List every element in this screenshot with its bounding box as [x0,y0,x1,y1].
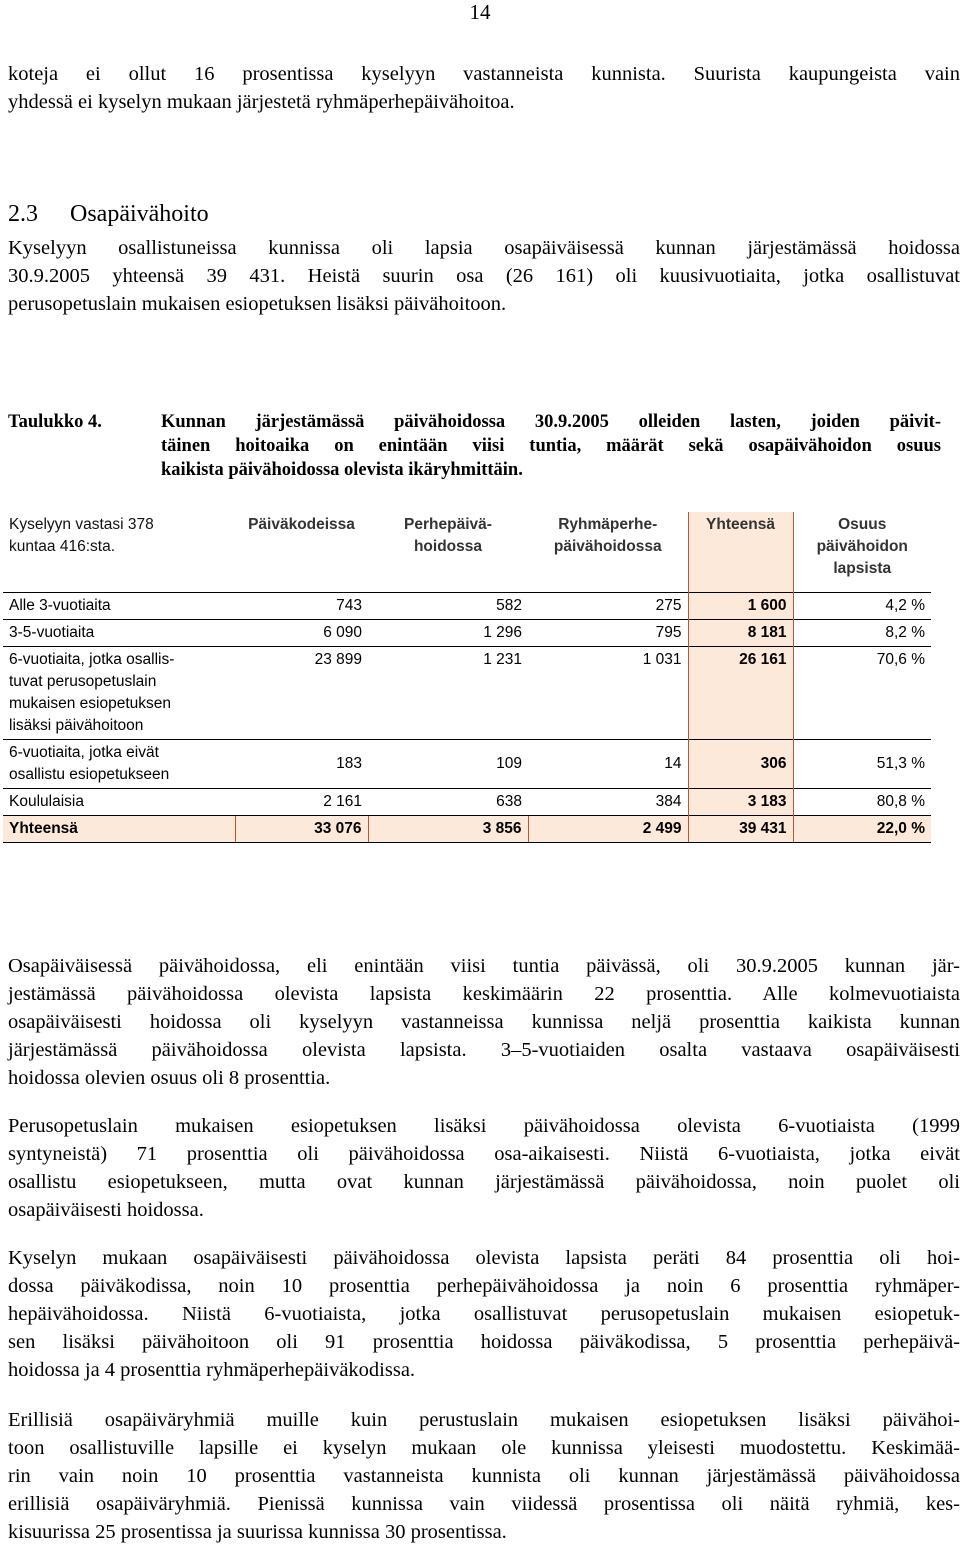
column-header-perhepaivahoidossa [368,512,528,582]
row-label [3,593,235,620]
table-cell: 6 090 [235,620,368,647]
row-label-line: 6-vuotiaita, jotka eivät [9,744,159,761]
text-line: hepäivähoidossa. Niistä 6-vuotiaista, jotka osallistuvat perusopetuslain mukaisen esiopetuk- [8,1303,960,1325]
table-row [3,647,931,740]
body-paragraph-3 [8,1244,960,1384]
row-label-line: lisäksi päivähoitoon [9,717,144,734]
total-cell: 8 181 [688,620,793,647]
table-cell: 183 [235,740,368,789]
stub-header-line: kuntaa 416:sta. [9,538,115,555]
text-line: perusopetuslain mukaisen esiopetuksen lisäksi päivähoitoon. [8,293,507,315]
table-cell: 638 [368,789,528,816]
section-title: Osapäivähoito [70,201,209,227]
table-cell: 743 [235,593,368,620]
text-line: osapäiväisesti hoidossa. [8,1199,204,1221]
table-row [3,593,931,620]
row-label-line: osallistu esiopetukseen [9,766,170,783]
header-line: päivähoidon [816,538,908,555]
text-line: osapäiväisesti hoidossa oli kyselyyn vastanneissa kunnissa neljä prosenttia kaikista kunnan [8,1011,960,1033]
section-number: 2.3 [8,201,38,227]
table-cell: 275 [528,593,688,620]
text-line: toon osallistuville lapsille ei kyselyn mukaan ole kunnissa yleisesti muodostettu. Keskimää- [8,1437,960,1459]
body-paragraph-1 [8,952,960,1092]
text-line: hoidossa olevien osuus oli 8 prosenttia. [8,1067,331,1089]
text-line: erillisiä osapäiväryhmiä. Pienissä kunnissa vain viidessä prosentissa oli näitä ryhmiä, kes- [8,1493,960,1515]
table-header-row [3,512,931,582]
table-cell: 1 031 [528,647,688,740]
statistics-table [3,512,931,843]
total-cell: 26 161 [688,647,793,740]
header-line: lapsista [833,560,892,577]
table-label: Taulukko 4. [8,412,102,432]
header-line: Päiväkodeissa [248,516,355,533]
table-row [3,789,931,816]
table-cell: 2 161 [235,789,368,816]
row-label-line: mukaisen esiopetuksen [9,695,171,712]
body-paragraph-4 [8,1406,960,1546]
stub-header-line: Kyselyyn vastasi 378 [9,516,154,533]
section-heading [8,200,209,228]
text-line: rin vain noin 10 prosenttia vastanneista kunnista oli kunnan järjestämässä päivähoidossa [8,1465,960,1487]
text-line: jestämässä päivähoidossa olevista lapsista keskimäärin 22 prosenttia. Alle kolmevuotiaista [8,983,960,1005]
header-line: Yhteensä [706,516,775,533]
total-row-cell: 3 856 [368,816,528,843]
text-line: osallistu esiopetukseen, mutta ovat kunnan järjestämässä päivähoidossa, noin puolet oli [8,1171,960,1193]
total-column-spacer [688,582,793,593]
text-line: koteja ei ollut 16 prosentissa kyselyyn vastanneista kunnista. Suurista kaupungeista vain [8,63,960,85]
table-row [3,740,931,789]
text-line: Perusopetuslain mukaisen esiopetuksen lisäksi päivähoidossa olevista 6-vuotiaista (1999 [8,1115,960,1137]
table-cell: 1 231 [368,647,528,740]
row-label-line: 3-5-vuotiaita [9,624,95,641]
header-line: hoidossa [413,538,483,555]
total-row-label: Yhteensä [3,816,235,843]
table-cell: 1 296 [368,620,528,647]
header-line: Ryhmäperhe- [558,516,658,533]
header-line: Osuus [838,516,887,533]
table-spacer [3,582,931,593]
caption-line: Kunnan järjestämässä päivähoidossa 30.9.2005 olleiden lasten, joiden päivit- [161,412,941,432]
caption-line: täinen hoitoaika on enintään viisi tuntia, määrät sekä osapäivähoidon osuus [161,436,941,456]
total-row-cell: 2 499 [528,816,688,843]
row-label [3,740,235,789]
text-line: hoidossa ja 4 prosenttia ryhmäperhepäiväkodissa. [8,1359,416,1381]
table-cell: 109 [368,740,528,789]
row-label [3,647,235,740]
header-line: Perhepäivä- [404,516,492,533]
text-line: 30.9.2005 yhteensä 39 431. Heistä suurin osa (26 161) oli kuusivuotiaita, jotka osallistuvat [8,265,960,287]
page-number: 14 [469,0,491,24]
table-cell: 384 [528,789,688,816]
share-cell: 4,2 % [793,593,931,620]
table-cell: 795 [528,620,688,647]
share-cell: 80,8 % [793,789,931,816]
total-cell: 306 [688,740,793,789]
share-cell: 8,2 % [793,620,931,647]
total-row-cell: 22,0 % [793,816,931,843]
total-cell: 3 183 [688,789,793,816]
section-paragraph [8,234,960,318]
text-line: kisuurissa 25 prosentissa ja suurissa kunnissa 30 prosentissa. [8,1521,507,1543]
text-line: sen lisäksi päivähoitoon oli 91 prosenttia hoidossa päiväkodissa, 5 prosenttia perhepäivä- [8,1331,960,1353]
text-line: Erillisiä osapäiväryhmiä muille kuin perustuslain mukaisen esiopetuksen lisäksi päivähoi- [8,1409,960,1431]
row-label-line: Alle 3-vuotiaita [9,597,111,614]
text-line: yhdessä ei kyselyn mukaan järjestetä ryhmäperhepäivähoitoa. [8,91,515,113]
text-line: järjestämässä päivähoidossa olevista lapsista. 3–5-vuotiaiden osalta vastaava osapäiväisesti [8,1039,960,1061]
stub-header [3,512,235,582]
table-cell: 23 899 [235,647,368,740]
body-paragraph-2 [8,1112,960,1224]
intro-paragraph [8,60,960,116]
total-cell: 1 600 [688,593,793,620]
row-label [3,620,235,647]
row-label-line: Koululaisia [9,793,84,810]
row-label-line: 6-vuotiaita, jotka osallis- [9,651,175,668]
column-header-osuus [793,512,931,582]
header-line: päivähoidossa [553,538,662,555]
text-line: Kyselyn mukaan osapäiväisesti päivähoidossa olevista lapsista peräti 84 prosenttia oli hoi- [8,1247,960,1269]
total-row-cell: 33 076 [235,816,368,843]
share-cell: 51,3 % [793,740,931,789]
table-cell: 582 [368,593,528,620]
share-cell: 70,6 % [793,647,931,740]
text-line: dossa päiväkodissa, noin 10 prosenttia perhepäivähoidossa ja noin 6 prosenttia ryhmäper- [8,1275,960,1297]
table-row [3,620,931,647]
row-label-line: tuvat perusopetuslain [9,673,157,690]
text-line: Kyselyyn osallistuneissa kunnissa oli lapsia osapäiväisessä kunnan järjestämässä hoidossa [8,237,960,259]
total-row-cell: 39 431 [688,816,793,843]
column-header-paivakodeissa [235,512,368,582]
table-cell: 14 [528,740,688,789]
column-header-ryhmaperhepaivahoidossa [528,512,688,582]
row-label [3,789,235,816]
column-header-yhteensa [688,512,793,582]
table-caption-text [161,410,941,482]
caption-line: kaikista päivähoidossa olevista ikäryhmittäin. [161,460,523,480]
text-line: Osapäiväisessä päivähoidossa, eli enintään viisi tuntia päivässä, oli 30.9.2005 kunnan jär- [8,955,960,977]
table-total-row [3,816,931,843]
text-line: syntyneistä) 71 prosenttia oli päivähoidossa osa-aikaisesti. Niistä 6-vuotiaista, jotka eivät [8,1143,960,1165]
